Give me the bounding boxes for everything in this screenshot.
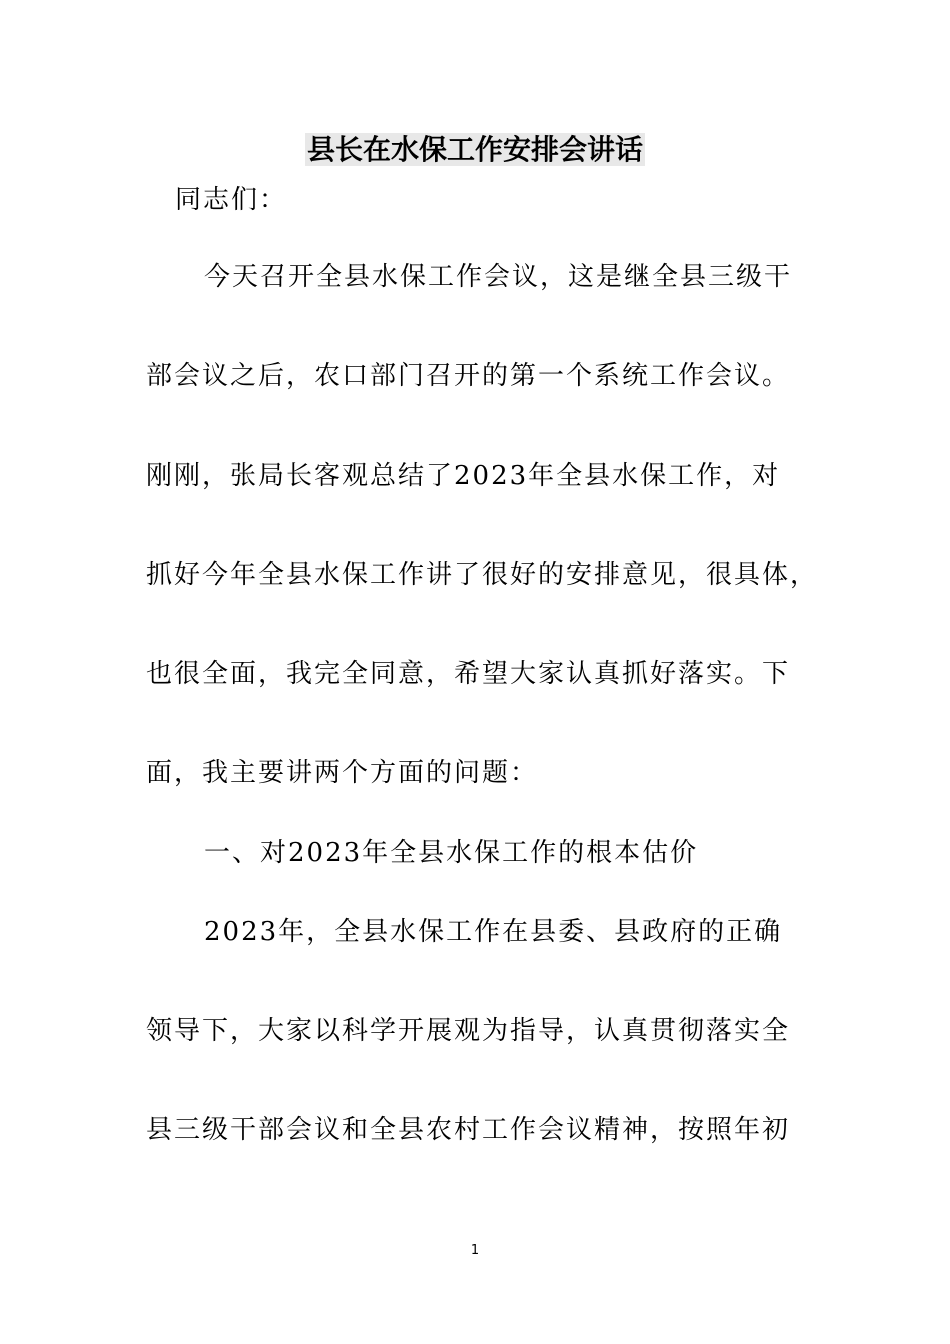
paragraph-line-5: 也很全面，我完全同意，希望大家认真抓好落实。下 xyxy=(146,659,791,689)
greeting: 同志们： xyxy=(175,185,288,215)
page-number: 1 xyxy=(470,1243,480,1258)
section-heading: 一、对2023年全县水保工作的根本估价 xyxy=(204,838,699,868)
paragraph-line-1: 今天召开全县水保工作会议，这是继全县三级干 xyxy=(204,262,793,292)
document-title-text: 县长在水保工作安排会讲话 xyxy=(306,133,643,166)
paragraph-line-3: 刚刚，张局长客观总结了2023年全县水保工作，对 xyxy=(146,461,781,491)
document-title xyxy=(0,130,950,170)
paragraph-line-4: 抓好今年全县水保工作讲了很好的安排意见，很具体， xyxy=(146,560,819,590)
paragraph-line-9: 县三级干部会议和全县农村工作会议精神，按照年初 xyxy=(146,1115,791,1145)
paragraph-line-2: 部会议之后，农口部门召开的第一个系统工作会议。 xyxy=(146,361,791,391)
paragraph-line-6: 面，我主要讲两个方面的问题： xyxy=(146,758,539,788)
paragraph-line-8: 领导下，大家以科学开展观为指导，认真贯彻落实全 xyxy=(146,1016,791,1046)
paragraph-line-7: 2023年，全县水保工作在县委、县政府的正确 xyxy=(204,917,783,947)
